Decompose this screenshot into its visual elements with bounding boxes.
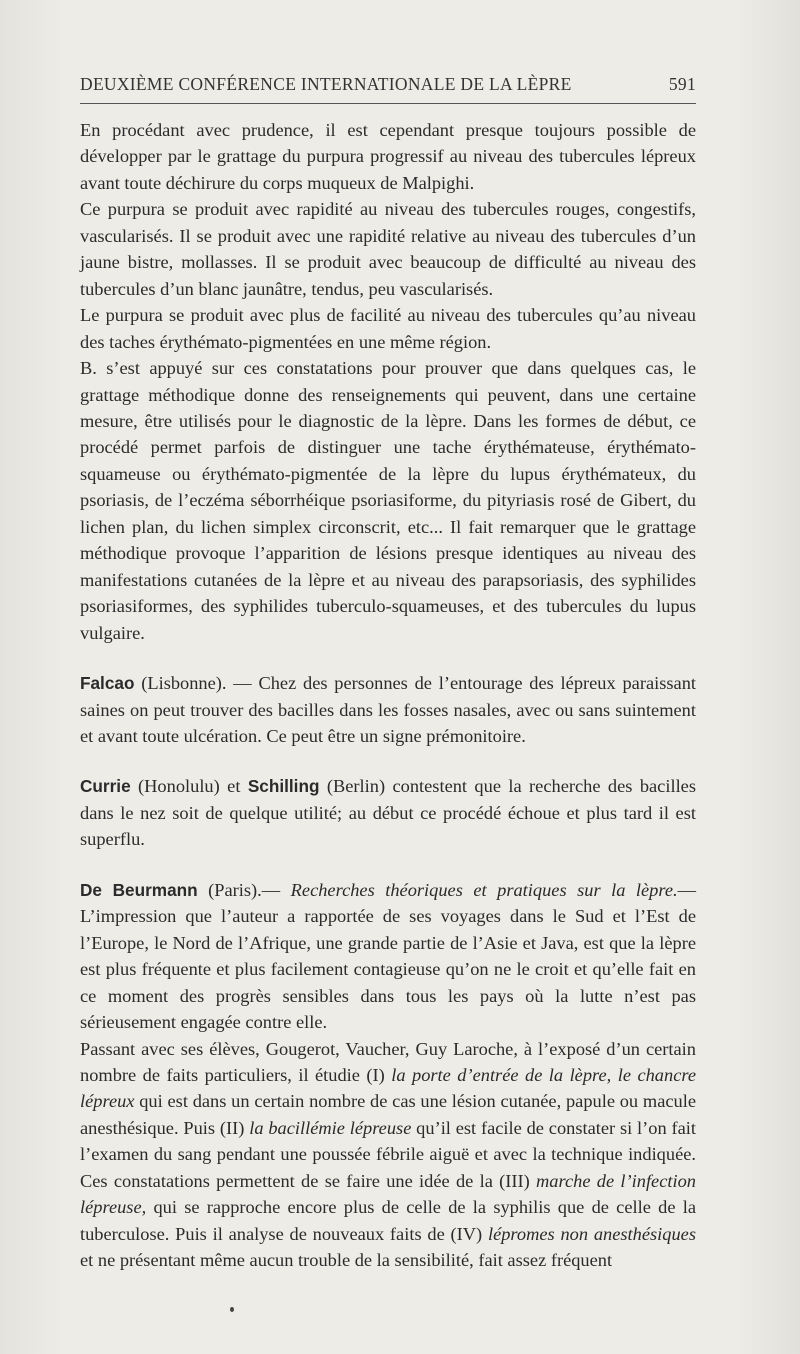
paragraph: En procédant avec prudence, il est cependant presque toujours possible de développer par le grattage du purpura progressif au niveau des tubercules lépreux avant toute déchirure du corps muqueux de Malpighi. bbox=[80, 120, 696, 193]
author-name: Currie bbox=[80, 776, 131, 797]
final-paragraph: Passant avec ses élèves, Gougerot, Vaucher, Guy Laroche, à l’exposé d’un certain nombre de faits particuliers, il étudie (I) la porte d’entrée de la lèpre, le chancre lépreux qui est dans un certain nombre de cas une lésion cutanée, papule ou macule anesthésique. Puis (II) la bacillémie lépreuse qu’il est facile de constater si l’on fait l’examen du sang pendant une poussée fébrile aiguë et avec la technique indiquée. Ces constatations permettent de se faire une idée de la (III) marche de l’infection lépreuse, qui se rapproche encore plus de celle de la syphilis que de celle de la tuberculose. Puis il analyse de nouveaux faits de (IV) lépromes non anesthésiques et ne présentant même aucun trouble de la sensibilité, fait assez fréquent bbox=[80, 1038, 696, 1271]
beurmann-paragraph bbox=[80, 877, 696, 1036]
author-name: Schilling bbox=[247, 776, 320, 797]
running-header bbox=[80, 74, 696, 95]
paragraph-text: (Berlin) contestent que la recherche des bacilles dans le nez soit de quelque utilité; au début ce procédé échoue et plus tard il est superflu. bbox=[80, 776, 696, 850]
running-title: DEUXIÈME CONFÉRENCE INTERNATIONALE DE LA LÈPRE bbox=[80, 74, 572, 94]
emphasis: lépromes non anesthésiques bbox=[487, 1223, 696, 1244]
emphasis: la bacillémie lépreuse bbox=[249, 1117, 412, 1138]
paragraph-text: — L’impression que l’auteur a rapportée de ses voyages dans le Sud et l’Est de l’Europe, le Nord de l’Afrique, une grande partie de l’Asie et Java, est que la lèpre est plus fréquente et plus facilement contagieuse qu’on ne le croit et qu’elle fait en ce moment des progrès sensibles dans tous les pays où la lutte n’est pas sérieusement engagée contre elle. bbox=[80, 879, 697, 1033]
paragraph: Ce purpura se produit avec rapidité au niveau des tubercules rouges, congestifs, vascularisés. Il se produit avec une rapidité relative au niveau des tubercules d’un jaune bistre, mollasses. Il se produit avec beaucoup de difficulté au niveau des tubercules d’un blanc jaunâtre, tendus, peu vascularisés. bbox=[80, 199, 696, 299]
paragraph-text: (Paris).— bbox=[197, 879, 291, 900]
paragraph: B. s’est appuyé sur ces constatations pour prouver que dans quelques cas, le grattage méthodique donne des renseignements qui peuvent, dans une certaine mesure, être utilisés pour le diagnostic de la lèpre. Dans les formes de début, ce procédé permet parfois de distinguer une tache érythémateuse, érythémato-squameuse ou érythémato-pigmentée de la lèpre du lupus érythémateux, du psoriasis, de l’eczéma séborrhéique psoriasiforme, du pityriasis rosé de Gibert, du lichen plan, du lichen simplex circonscrit, etc... Il fait remarquer que le grattage méthodique provoque l’apparition de lésions presque identiques au niveau des manifestations cutanées de la lèpre et au niveau des parapsoriasis, des syphilides psoriasiformes, des syphilides tuberculo-squameuses, et des tubercules du lupus vulgaire. bbox=[80, 358, 696, 643]
emphasis: marche de l’infection lépreuse, bbox=[80, 1170, 696, 1218]
paragraph-text: (Lisbonne). — Chez des personnes de l’entourage des lépreux paraissant saines on peut trouver des bacilles dans les fosses nasales, avec ou sans suintement et avant toute ulcération. Ce peut être un signe prémonitoire. bbox=[80, 673, 696, 746]
header-rule bbox=[80, 103, 696, 104]
paragraph: Le purpura se produit avec plus de facilité au niveau des tubercules qu’au niveau des taches érythémato-pigmentées en une même région. bbox=[80, 305, 696, 352]
falcao-paragraph bbox=[80, 670, 696, 749]
currie-paragraph bbox=[80, 773, 696, 852]
paragraph-text: (Honolulu) et bbox=[130, 776, 248, 797]
emphasis: la porte d’entrée de la lèpre, le chancre lépreux bbox=[80, 1064, 696, 1112]
article-body bbox=[80, 117, 696, 1274]
author-name: De Beurmann bbox=[80, 879, 198, 900]
work-title: Recherches théoriques et pratiques sur la lèpre. bbox=[290, 879, 678, 900]
ink-speck bbox=[230, 1307, 234, 1312]
page-number: 591 bbox=[668, 74, 696, 94]
author-name: Falcao bbox=[80, 673, 135, 694]
